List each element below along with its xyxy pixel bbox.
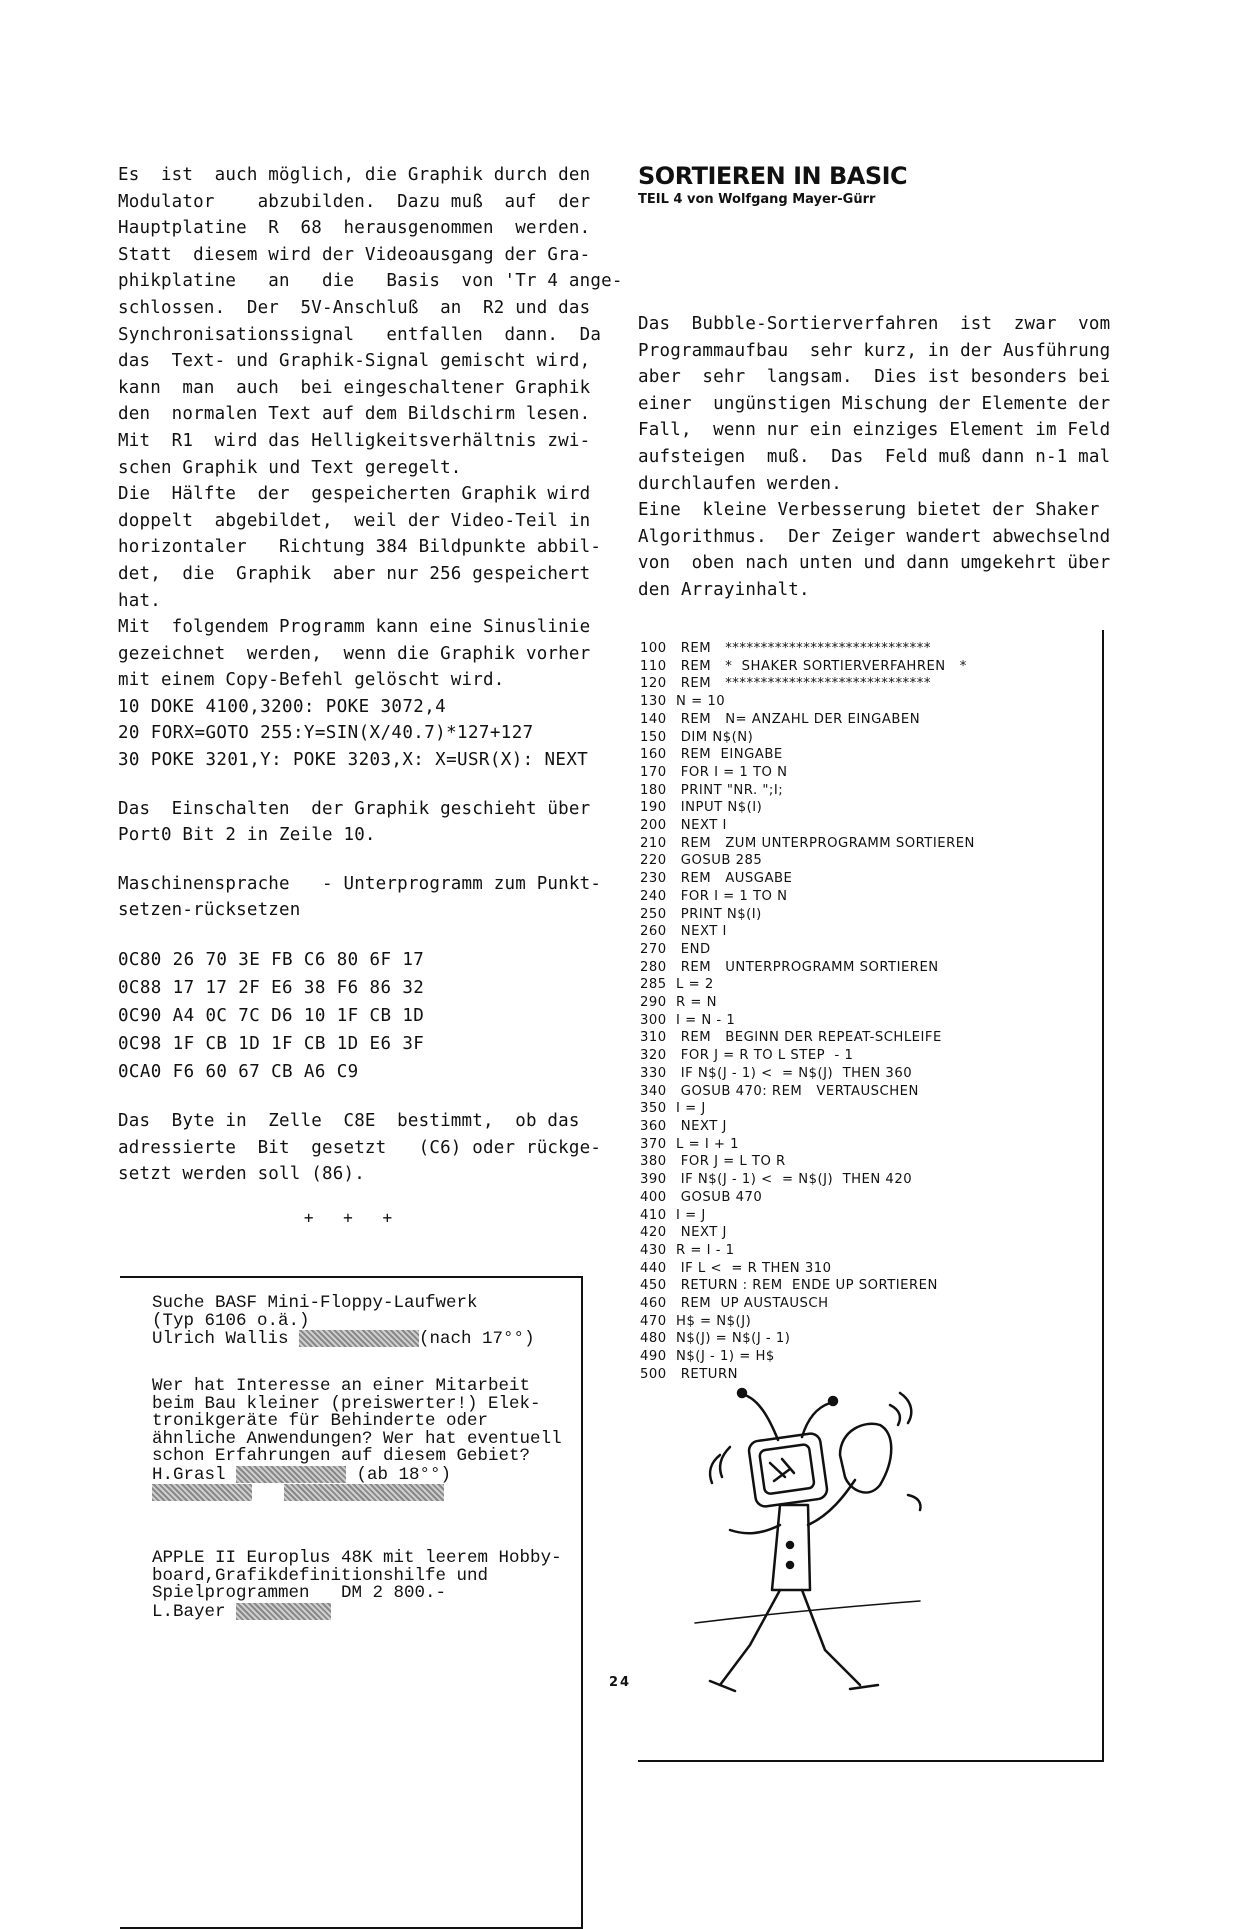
text-line: von oben nach unten und dann umgekehrt über xyxy=(638,553,1111,574)
ad-line: Suche BASF Mini-Floppy-Laufwerk xyxy=(152,1293,478,1313)
paragraph-graphics-modulator xyxy=(118,162,623,694)
text-line: Algorithmus. Der Zeiger wandert abwechselnd xyxy=(638,526,1111,547)
text-line: Hauptplatine R 68 herausgenommen werden. xyxy=(118,218,591,239)
text-line: einer ungünstigen Mischung der Elemente der xyxy=(638,393,1111,414)
antenna-tip-left xyxy=(738,1389,746,1397)
code-line: 30 POKE 3201,Y: POKE 3203,X: X=USR(X): NEXT xyxy=(118,750,589,771)
left-column xyxy=(118,162,623,1227)
article-subtitle: TEIL 4 von Wolfgang Mayer-Gürr xyxy=(638,192,876,207)
text-line: Mit R1 wird das Helligkeitsverhältnis zwi- xyxy=(118,430,591,451)
redacted-address xyxy=(236,1466,346,1483)
basic-listing xyxy=(640,640,975,1384)
listing-line: 110 REM * SHAKER SORTIERVERFAHREN * xyxy=(640,658,967,674)
section-separator: + + + xyxy=(303,1207,403,1227)
redacted-address xyxy=(236,1603,331,1620)
ad-line: Ulrich Wallis xyxy=(152,1329,289,1350)
text-line: setzt werden soll (86). xyxy=(118,1164,365,1185)
listing-line: 230 REM AUSGABE xyxy=(640,871,793,887)
text-line: adressierte Bit gesetzt (C6) oder rückge- xyxy=(118,1137,602,1158)
listing-line: 490 N$(J - 1) = H$ xyxy=(640,1349,775,1365)
motion-line xyxy=(710,1455,720,1483)
text-line: Das Byte in Zelle C8E bestimmt, ob das xyxy=(118,1111,580,1132)
article-title: SORTIEREN IN BASIC xyxy=(638,162,908,190)
spacer xyxy=(118,924,588,946)
ad-line: APPLE II Europlus 48K mit leerem Hobby- xyxy=(152,1548,562,1568)
text-line: Das Bubble-Sortierverfahren ist zwar vom xyxy=(638,314,1111,334)
ad-name: H.Grasl xyxy=(152,1464,226,1485)
ad-line: board,Grafikdefinitionshilfe und xyxy=(152,1565,489,1586)
listing-line: 400 GOSUB 470 xyxy=(640,1189,763,1205)
listing-line: 380 FOR J = L TO R xyxy=(640,1154,786,1170)
spacer xyxy=(118,774,588,796)
listing-line: 280 REM UNTERPROGRAMM SORTIEREN xyxy=(640,959,939,975)
listing-line: 270 END xyxy=(640,941,711,957)
text-line: Programmaufbau sehr kurz, in der Ausführung xyxy=(638,340,1111,361)
ad-line: beim Bau kleiner (preiswerter!) Elek- xyxy=(152,1393,541,1414)
ad-line: (ab 18°°) xyxy=(356,1464,452,1485)
paragraph-byte-cell xyxy=(118,1108,602,1188)
ad-cooperation xyxy=(152,1378,562,1503)
listing-line: 210 REM ZUM UNTERPROGRAMM SORTIEREN xyxy=(640,835,975,851)
text-line: Statt diesem wird der Videoausgang der Gra- xyxy=(118,244,591,265)
text-line: det, die Graphik aber nur 256 gespeichert xyxy=(118,563,591,584)
robot-screen xyxy=(759,1444,815,1495)
page-number: 24 xyxy=(608,1675,632,1690)
body-dot xyxy=(787,1542,793,1548)
hex-line: 0C98 1F CB 1D 1F CB 1D E6 3F xyxy=(118,1034,425,1055)
bottle xyxy=(840,1424,891,1493)
robot-leg-left xyxy=(720,1590,780,1685)
listing-line: 190 INPUT N$(I) xyxy=(640,800,763,816)
redacted-address xyxy=(152,1484,252,1501)
robot-arm-right xyxy=(808,1480,855,1525)
ad-line: ähnliche Anwendungen? Wer hat eventuell xyxy=(152,1428,562,1449)
listing-line: 500 RETURN xyxy=(640,1366,738,1382)
text-line: den Arrayinhalt. xyxy=(638,579,810,600)
listing-line: 360 NEXT J xyxy=(640,1118,727,1134)
ad-line: (Typ 6106 o.ä.) xyxy=(152,1310,310,1331)
listing-line: 420 NEXT J xyxy=(640,1225,727,1241)
hex-line: 0C90 A4 0C 7C D6 10 1F CB 1D xyxy=(118,1006,425,1027)
antenna-tip-right xyxy=(829,1397,837,1405)
listing-line: 180 PRINT "NR. ";I; xyxy=(640,782,784,798)
text-line: gezeichnet werden, wenn die Graphik vorher xyxy=(118,643,591,664)
ad-name: L.Bayer xyxy=(152,1601,226,1622)
sine-program xyxy=(118,694,588,774)
text-line: schen Graphik und Text geregelt. xyxy=(118,457,462,478)
listing-line: 390 IF N$(J - 1) < = N$(J) THEN 420 xyxy=(640,1172,913,1188)
screen-scribble xyxy=(770,1459,794,1481)
listing-line: 330 IF N$(J - 1) < = N$(J) THEN 360 xyxy=(640,1065,913,1081)
article-intro xyxy=(638,311,1111,604)
text-line: durchlaufen werden. xyxy=(638,473,842,494)
text-line: Synchronisationssignal entfallen dann. Da xyxy=(118,324,602,345)
text-line: setzen-rücksetzen xyxy=(118,900,301,921)
redacted-address xyxy=(299,1330,419,1347)
listing-line: 220 GOSUB 285 xyxy=(640,853,763,869)
ad-apple xyxy=(152,1550,562,1621)
ad-line: Wer hat Interesse an einer Mitarbeit xyxy=(152,1376,531,1396)
text-line: mit einem Copy-Befehl gelöscht wird. xyxy=(118,670,505,691)
ad-line: schon Erfahrungen auf diesem Gebiet? xyxy=(152,1446,531,1466)
code-line: 20 FORX=GOTO 255:Y=SIN(X/40.7)*127+127 xyxy=(118,723,534,744)
motion-line xyxy=(900,1393,911,1423)
paragraph-machine-code xyxy=(118,871,602,924)
shaking-robot-illustration xyxy=(690,1385,950,1745)
motion-line xyxy=(720,1447,730,1477)
text-line: Port0 Bit 2 in Zeile 10. xyxy=(118,825,376,846)
text-line: Fall, wenn nur ein einziges Element im Feld xyxy=(638,420,1111,441)
ad-line: tronikgeräte für Behinderte oder xyxy=(152,1411,489,1431)
text-line: doppelt abgebildet, weil der Video-Teil in xyxy=(118,510,591,531)
robot-leg-right xyxy=(802,1590,860,1685)
listing-line: 450 RETURN : REM ENDE UP SORTIEREN xyxy=(640,1278,938,1294)
listing-line: 300 I = N - 1 xyxy=(640,1012,736,1028)
text-line: phikplatine an die Basis von 'Tr 4 ange- xyxy=(118,271,623,292)
listing-line: 430 R = I - 1 xyxy=(640,1242,735,1258)
right-column xyxy=(638,162,1111,604)
listing-line: 100 REM ***************************** xyxy=(640,641,931,656)
spacer xyxy=(638,207,1108,311)
ad-floppy xyxy=(152,1295,535,1349)
listing-line: 310 REM BEGINN DER REPEAT-SCHLEIFE xyxy=(640,1030,942,1046)
listing-line: 285 L = 2 xyxy=(640,977,714,993)
listing-line: 290 R = N xyxy=(640,995,718,1011)
text-line: hat. xyxy=(118,590,161,611)
antenna-left xyxy=(745,1395,778,1440)
spacer xyxy=(118,1086,588,1108)
robot-arm-left xyxy=(730,1525,780,1533)
text-line: Das Einschalten der Graphik geschieht über xyxy=(118,798,591,819)
text-line: schlossen. Der 5V-Anschluß an R2 und das xyxy=(118,297,591,318)
text-line: aufsteigen muß. Das Feld muß dann n-1 mal xyxy=(638,446,1111,467)
listing-line: 160 REM EINGABE xyxy=(640,747,783,763)
listing-line: 370 L = I + 1 xyxy=(640,1136,740,1152)
text-line: Modulator abzubilden. Dazu muß auf der xyxy=(118,191,591,212)
listing-line: 260 NEXT I xyxy=(640,924,727,940)
listing-line: 200 NEXT I xyxy=(640,818,727,834)
listing-line: 150 DIM N$(N) xyxy=(640,729,754,745)
text-line: Die Hälfte der gespeicherten Graphik wird xyxy=(118,484,591,505)
text-line: Mit folgendem Programm kann eine Sinuslinie xyxy=(118,617,591,638)
listing-line: 130 N = 10 xyxy=(640,694,726,710)
hex-line: 0C80 26 70 3E FB C6 80 6F 17 xyxy=(118,950,425,971)
listing-line: 240 FOR I = 1 TO N xyxy=(640,888,788,904)
antenna-right xyxy=(802,1403,830,1437)
paragraph-graphics-switch xyxy=(118,796,591,849)
hex-line: 0CA0 F6 60 67 CB A6 C9 xyxy=(118,1062,359,1083)
text-line: Es ist auch möglich, die Graphik durch den xyxy=(118,165,591,185)
text-line: Eine kleine Verbesserung bietet der Shaker xyxy=(638,500,1100,521)
text-line: den normalen Text auf dem Bildschirm lesen. xyxy=(118,404,591,425)
text-line: kann man auch bei eingeschaltener Graphik xyxy=(118,377,591,398)
ad-line: Spielprogrammen DM 2 800.- xyxy=(152,1583,447,1603)
listing-line: 340 GOSUB 470: REM VERTAUSCHEN xyxy=(640,1083,919,1099)
hex-dump xyxy=(118,946,588,1086)
spacer xyxy=(118,849,588,871)
listing-line: 250 PRINT N$(I) xyxy=(640,906,762,922)
listing-line: 460 REM UP AUSTAUSCH xyxy=(640,1296,829,1312)
listing-line: 350 I = J xyxy=(640,1101,706,1117)
redacted-address xyxy=(284,1484,444,1501)
text-line: Maschinensprache - Unterprogramm zum Punkt- xyxy=(118,873,602,894)
body-dot xyxy=(787,1562,793,1568)
listing-line: 140 REM N= ANZAHL DER EINGABEN xyxy=(640,711,921,727)
code-line: 10 DOKE 4100,3200: POKE 3072,4 xyxy=(118,696,447,717)
text-line: das Text- und Graphik-Signal gemischt wird, xyxy=(118,351,591,372)
motion-line xyxy=(890,1405,900,1425)
ad-line: (nach 17°°) xyxy=(419,1329,535,1350)
motion-line xyxy=(908,1495,921,1510)
hex-line: 0C88 17 17 2F E6 38 F6 86 32 xyxy=(118,978,425,999)
listing-line: 120 REM ***************************** xyxy=(640,676,931,692)
listing-line: 440 IF L < = R THEN 310 xyxy=(640,1260,832,1276)
listing-line: 480 N$(J) = N$(J - 1) xyxy=(640,1331,791,1347)
listing-line: 410 I = J xyxy=(640,1207,706,1223)
listing-line: 170 FOR I = 1 TO N xyxy=(640,764,788,780)
text-line: horizontaler Richtung 384 Bildpunkte abbil- xyxy=(118,537,602,558)
text-line: aber sehr langsam. Dies ist besonders bei xyxy=(638,367,1111,388)
listing-line: 320 FOR J = R TO L STEP - 1 xyxy=(640,1048,854,1064)
listing-line: 470 H$ = N$(J) xyxy=(640,1313,752,1329)
